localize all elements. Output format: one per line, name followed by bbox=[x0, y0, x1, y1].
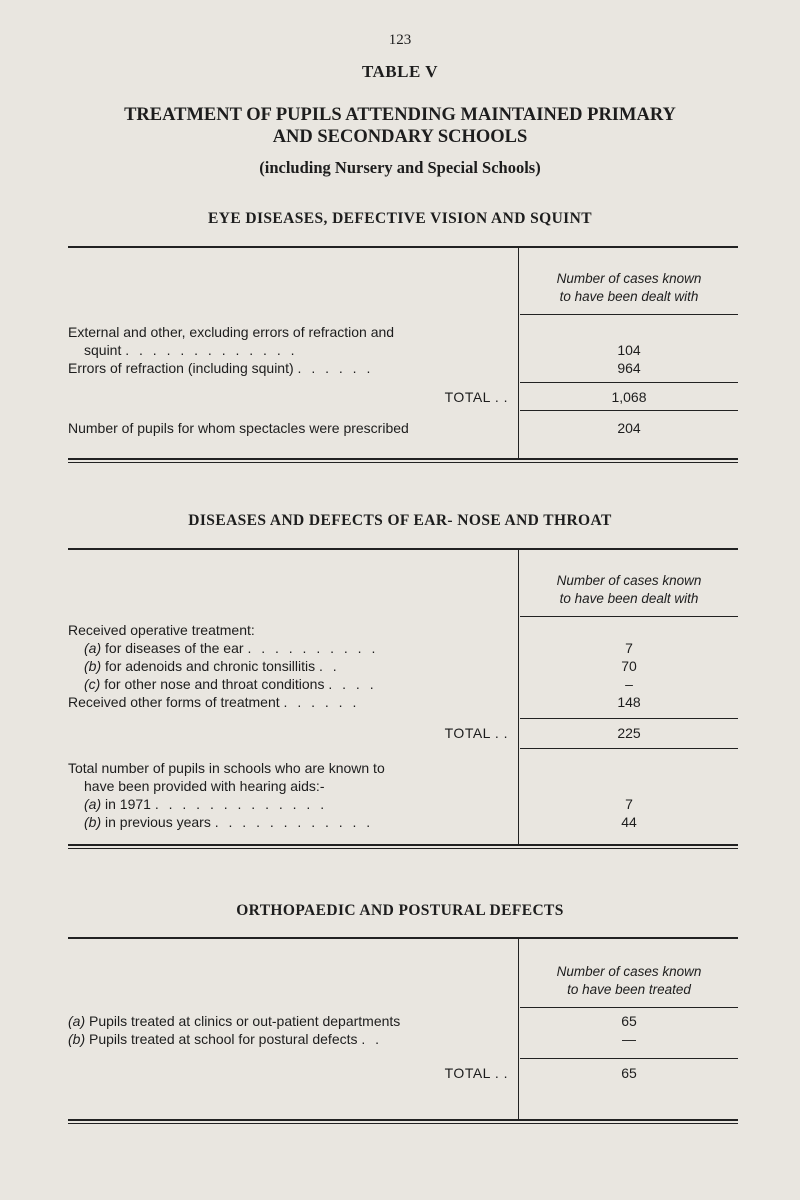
eye-bottom-rule bbox=[68, 458, 738, 460]
ent-header-rule bbox=[520, 616, 738, 617]
eye-total-label: TOTAL . . bbox=[444, 389, 508, 405]
eye-total-rule bbox=[520, 410, 738, 411]
eye-bottom-rule-2 bbox=[68, 462, 738, 463]
leader-dots: . . bbox=[361, 1031, 383, 1047]
item-prefix: (a) bbox=[68, 1013, 86, 1029]
ortho-row-label: Pupils treated at clinics or out-patient departments bbox=[89, 1013, 401, 1029]
ent-value-hearing-1971: 7 bbox=[625, 796, 633, 812]
ortho-bottom-rule bbox=[68, 1119, 738, 1121]
ortho-subtotal-rule bbox=[520, 1058, 738, 1059]
ent-value-hearing-previous: 44 bbox=[621, 814, 637, 830]
ortho-total-label: TOTAL . . bbox=[444, 1065, 508, 1081]
ortho-total-value: 65 bbox=[621, 1065, 637, 1081]
leader-dots: . . . . . . . . . . . . . bbox=[154, 796, 328, 812]
ent-column-header-line-2: to have been dealt with bbox=[559, 591, 699, 606]
table-label: TABLE V bbox=[361, 62, 439, 81]
ent-column-header bbox=[520, 572, 738, 608]
eye-row-label: Number of pupils for whom spectacles were prescribed bbox=[68, 420, 409, 436]
ortho-row-label: Pupils treated at school for postural defects bbox=[89, 1031, 358, 1047]
eye-header-rule bbox=[520, 314, 738, 315]
eye-value-refraction: 964 bbox=[617, 360, 641, 376]
ortho-section-title: ORTHOPAEDIC AND POSTURAL DEFECTS bbox=[236, 902, 564, 919]
ent-row-nose-throat bbox=[84, 676, 516, 692]
item-prefix: (b) bbox=[84, 814, 102, 830]
item-prefix: (b) bbox=[68, 1031, 86, 1047]
ent-bottom-rule bbox=[68, 844, 738, 846]
ent-subtotal-rule bbox=[520, 718, 738, 719]
ent-value-adenoids: 70 bbox=[621, 658, 637, 674]
ent-row-hearing-1 bbox=[68, 760, 516, 776]
eye-subtotal-rule bbox=[520, 382, 738, 383]
eye-value-spectacles: 204 bbox=[617, 420, 641, 436]
ent-total-rule bbox=[520, 748, 738, 749]
eye-row-external bbox=[68, 324, 516, 340]
eye-column-header-line-2: to have been dealt with bbox=[559, 289, 699, 304]
item-prefix: (c) bbox=[84, 676, 101, 692]
ent-row-adenoids bbox=[84, 658, 516, 674]
page-title bbox=[40, 104, 760, 148]
leader-dots: . . . . . . . . . . . . bbox=[214, 814, 374, 830]
ortho-column-header-line-2: to have been treated bbox=[567, 982, 691, 997]
ent-table bbox=[68, 548, 738, 854]
ent-row-hearing-2 bbox=[84, 778, 516, 794]
eye-value-squint: 104 bbox=[617, 342, 641, 358]
eye-column-header bbox=[520, 270, 738, 306]
ent-section-title: DISEASES AND DEFECTS OF EAR- NOSE AND THROAT bbox=[188, 512, 612, 529]
eye-row-label: Errors of refraction (including squint) bbox=[68, 360, 294, 376]
page-number: 123 bbox=[388, 32, 412, 48]
ent-row-label: for other nose and throat conditions bbox=[104, 676, 325, 692]
eye-row-label: External and other, excluding errors of refraction and bbox=[68, 324, 395, 340]
ortho-value-postural: — bbox=[622, 1031, 636, 1047]
ortho-bottom-rule-2 bbox=[68, 1123, 738, 1124]
ortho-column-header-line-1: Number of cases known bbox=[556, 964, 702, 979]
ent-row-ear bbox=[84, 640, 516, 656]
eye-table bbox=[68, 246, 738, 466]
eye-row-spectacles bbox=[68, 420, 516, 436]
ortho-column-header bbox=[520, 963, 738, 999]
eye-column-divider bbox=[518, 248, 519, 460]
title-line-1: TREATMENT OF PUPILS ATTENDING MAINTAINED PRIMARY bbox=[124, 105, 676, 125]
eye-row-label: squint bbox=[84, 342, 122, 358]
ent-value-other: 148 bbox=[617, 694, 641, 710]
leader-dots: . . . . . . . . . . bbox=[247, 640, 379, 656]
ent-row-label: Received other forms of treatment bbox=[68, 694, 280, 710]
item-prefix: (a) bbox=[84, 796, 102, 812]
ent-top-rule bbox=[68, 548, 738, 550]
ent-row-label: for adenoids and chronic tonsillitis bbox=[105, 658, 316, 674]
leader-dots: . . . . bbox=[328, 676, 377, 692]
ortho-row-postural bbox=[68, 1031, 516, 1047]
ortho-value-clinics: 65 bbox=[621, 1013, 637, 1029]
ent-row-label: have been provided with hearing aids:- bbox=[84, 778, 325, 794]
ent-row-label: Total number of pupils in schools who are known to bbox=[68, 760, 385, 776]
item-prefix: (a) bbox=[84, 640, 102, 656]
ortho-table bbox=[68, 937, 738, 1129]
item-prefix: (b) bbox=[84, 658, 102, 674]
eye-row-refraction bbox=[68, 360, 516, 376]
ent-row-other bbox=[68, 694, 516, 710]
ent-column-header-line-1: Number of cases known bbox=[556, 573, 702, 588]
ent-total-value: 225 bbox=[617, 725, 641, 741]
ent-bottom-rule-2 bbox=[68, 848, 738, 849]
ent-row-hearing-previous bbox=[84, 814, 516, 830]
ortho-row-clinics bbox=[68, 1013, 516, 1029]
leader-dots: . . . . . . bbox=[283, 694, 360, 710]
ortho-top-rule bbox=[68, 937, 738, 939]
ent-row-label: for diseases of the ear bbox=[105, 640, 244, 656]
ent-value-nose-throat: – bbox=[625, 676, 633, 692]
leader-dots: . . . . . . bbox=[297, 360, 374, 376]
leader-dots: . . bbox=[319, 658, 340, 674]
ent-row-operative bbox=[68, 622, 516, 638]
eye-column-header-line-1: Number of cases known bbox=[556, 271, 702, 286]
ent-row-label: in previous years bbox=[105, 814, 211, 830]
ortho-column-divider bbox=[518, 939, 519, 1121]
ent-row-label: in 1971 bbox=[105, 796, 151, 812]
leader-dots: . . . . . . . . . . . . . bbox=[125, 342, 298, 358]
ortho-header-rule bbox=[520, 1007, 738, 1008]
ent-total-label: TOTAL . . bbox=[444, 725, 508, 741]
ent-value-ear: 7 bbox=[625, 640, 633, 656]
title-line-2: AND SECONDARY SCHOOLS bbox=[272, 127, 528, 147]
ent-column-divider bbox=[518, 550, 519, 846]
eye-total-value: 1,068 bbox=[611, 389, 647, 405]
eye-section-title: EYE DISEASES, DEFECTIVE VISION AND SQUINT bbox=[208, 210, 592, 227]
ent-row-label: Received operative treatment: bbox=[68, 622, 255, 638]
eye-row-squint bbox=[84, 342, 516, 358]
page-subtitle: (including Nursery and Special Schools) bbox=[259, 158, 541, 177]
ent-row-hearing-1971 bbox=[84, 796, 516, 812]
eye-top-rule bbox=[68, 246, 738, 248]
